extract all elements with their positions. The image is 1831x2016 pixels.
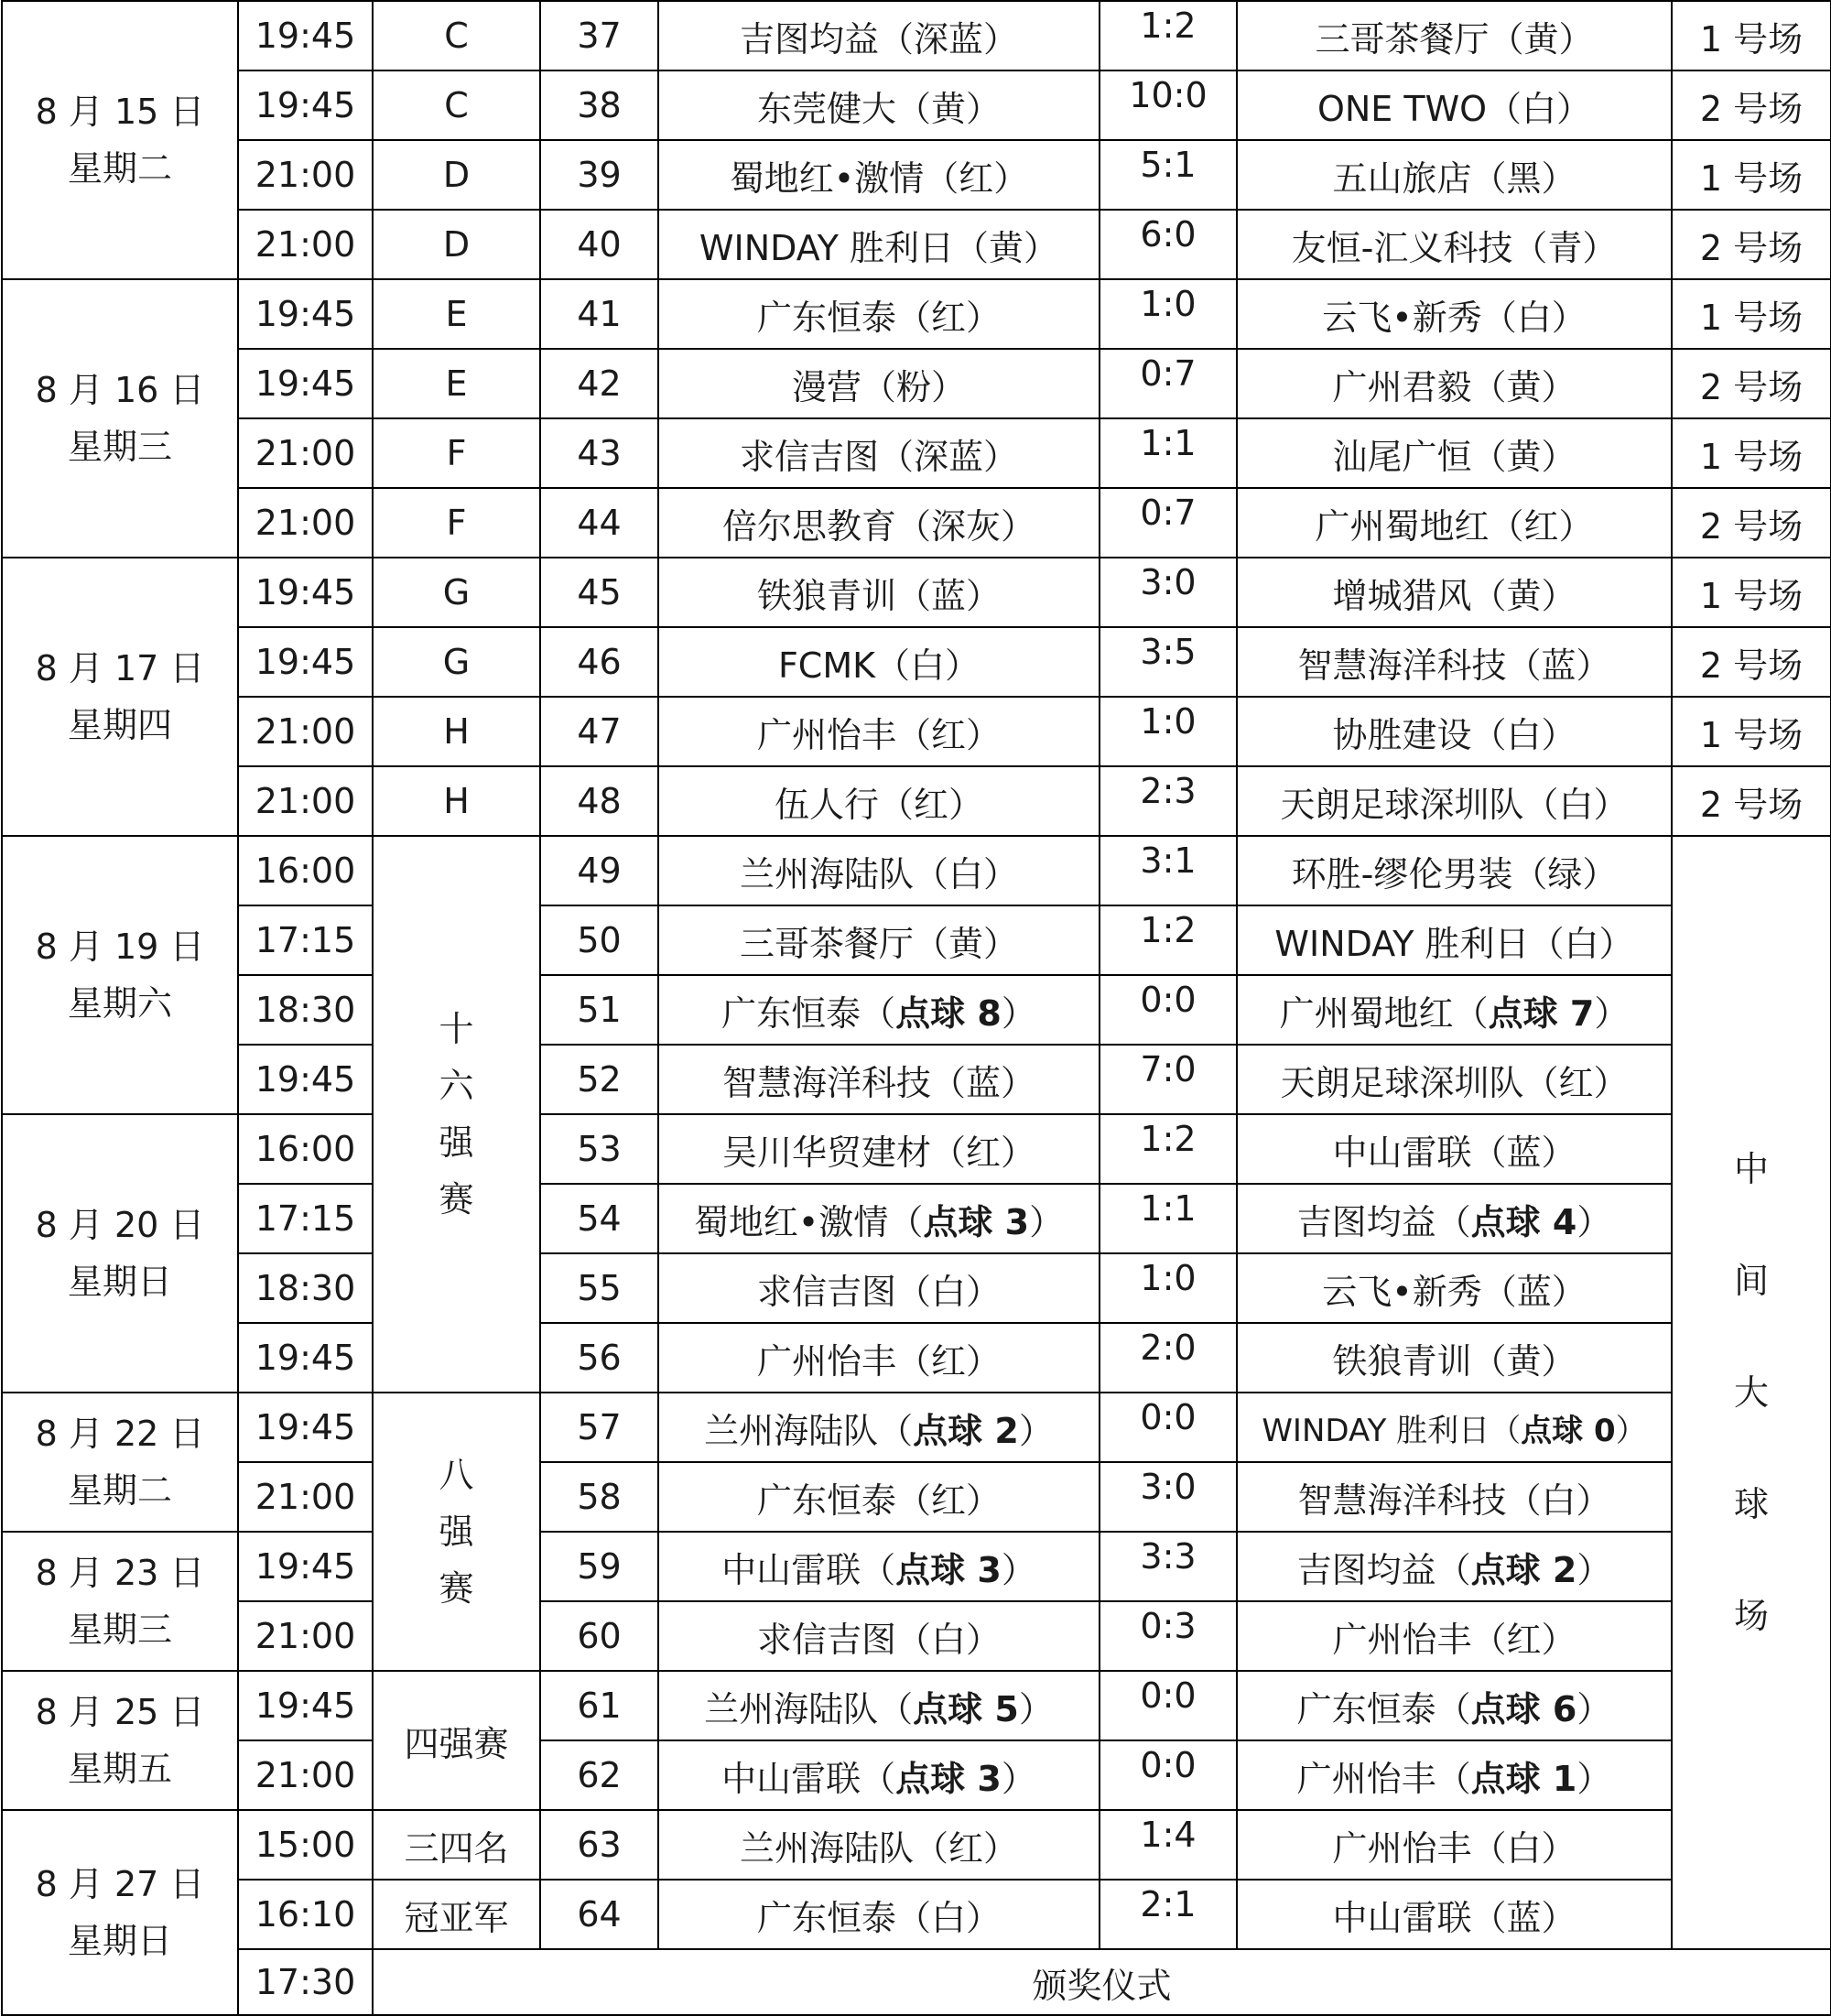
home-team-cell: 蜀地红•激情（点球 3） xyxy=(658,1184,1100,1253)
date-cell: 8 月 22 日 星期二 xyxy=(2,1393,238,1532)
table-row xyxy=(2,1532,1831,1601)
score-cell: 7:0 xyxy=(1100,1045,1237,1114)
score-cell: 0:0 xyxy=(1100,1671,1237,1740)
time-cell: 19:45 xyxy=(238,1323,373,1393)
home-team-cell: 蜀地红•激情（红） xyxy=(658,140,1100,210)
score-cell: 1:1 xyxy=(1100,1184,1237,1253)
match-no-cell: 53 xyxy=(540,1114,658,1184)
home-team-cell: 广东恒泰（点球 8） xyxy=(658,975,1100,1045)
score-cell: 0:0 xyxy=(1100,1740,1237,1810)
table-row xyxy=(2,1114,1831,1184)
home-team-cell: 求信吉图（白） xyxy=(658,1601,1100,1671)
score-cell: 1:0 xyxy=(1100,279,1237,349)
match-no-cell: 58 xyxy=(540,1462,658,1532)
field-cell: 1 号场 xyxy=(1672,140,1831,210)
score-cell: 1:2 xyxy=(1100,905,1237,975)
score-cell: 0:0 xyxy=(1100,1393,1237,1462)
score-cell: 3:0 xyxy=(1100,1462,1237,1532)
home-team-cell: 吴川华贸建材（红） xyxy=(658,1114,1100,1184)
score-cell: 0:7 xyxy=(1100,488,1237,558)
time-cell: 21:00 xyxy=(238,1740,373,1810)
time-cell: 17:30 xyxy=(238,1949,373,2015)
group-cell: H xyxy=(373,766,540,836)
award-ceremony-cell: 颁奖仪式 xyxy=(373,1949,1831,2015)
table-row xyxy=(2,1810,1831,1880)
date-cell: 8 月 27 日 星期日 xyxy=(2,1810,238,2015)
match-no-cell: 49 xyxy=(540,836,658,905)
time-cell: 16:00 xyxy=(238,836,373,905)
away-team-cell: 广州蜀地红（红） xyxy=(1237,488,1672,558)
away-team-cell: 吉图均益（点球 2） xyxy=(1237,1532,1672,1601)
home-team-cell: 广州怡丰（红） xyxy=(658,697,1100,766)
date-cell: 8 月 17 日 星期四 xyxy=(2,558,238,836)
table-row xyxy=(2,1253,1831,1323)
table-row xyxy=(2,1045,1831,1114)
table-row xyxy=(2,1601,1831,1671)
field-cell: 1 号场 xyxy=(1672,279,1831,349)
away-team-cell: 五山旅店（黑） xyxy=(1237,140,1672,210)
table-row xyxy=(2,1,1831,70)
time-cell: 19:45 xyxy=(238,70,373,140)
match-no-cell: 43 xyxy=(540,418,658,488)
time-cell: 19:45 xyxy=(238,1393,373,1462)
field-cell: 2 号场 xyxy=(1672,627,1831,697)
away-team-cell: 环胜-缪伦男装（绿） xyxy=(1237,836,1672,905)
time-cell: 19:45 xyxy=(238,1532,373,1601)
time-cell: 18:30 xyxy=(238,1253,373,1323)
home-team-cell: 伍人行（红） xyxy=(658,766,1100,836)
match-no-cell: 45 xyxy=(540,558,658,627)
score-cell: 10:0 xyxy=(1100,70,1237,140)
score-cell: 1:2 xyxy=(1100,1114,1237,1184)
score-cell: 3:1 xyxy=(1100,836,1237,905)
center-field-cell: 中 间 大 球 场 xyxy=(1672,836,1831,1949)
match-no-cell: 46 xyxy=(540,627,658,697)
table-row xyxy=(2,766,1831,836)
away-team-cell: 云飞•新秀（白） xyxy=(1237,279,1672,349)
home-team-cell: 三哥茶餐厅（黄） xyxy=(658,905,1100,975)
home-team-cell: 兰州海陆队（点球 2） xyxy=(658,1393,1100,1462)
time-cell: 21:00 xyxy=(238,210,373,279)
score-cell: 1:2 xyxy=(1100,1,1237,70)
away-team-cell: 中山雷联（蓝） xyxy=(1237,1880,1672,1949)
home-team-cell: 求信吉图（深蓝） xyxy=(658,418,1100,488)
score-cell: 5:1 xyxy=(1100,140,1237,210)
score-cell: 3:0 xyxy=(1100,558,1237,627)
date-cell: 8 月 25 日 星期五 xyxy=(2,1671,238,1810)
match-no-cell: 48 xyxy=(540,766,658,836)
home-team-cell: 求信吉图（白） xyxy=(658,1253,1100,1323)
match-schedule-table xyxy=(1,0,1831,2016)
match-no-cell: 64 xyxy=(540,1880,658,1949)
home-team-cell: 广州怡丰（红） xyxy=(658,1323,1100,1393)
time-cell: 21:00 xyxy=(238,1462,373,1532)
table-row xyxy=(2,975,1831,1045)
away-team-cell: 广州怡丰（点球 1） xyxy=(1237,1740,1672,1810)
group-cell: C xyxy=(373,1,540,70)
home-team-cell: 吉图均益（深蓝） xyxy=(658,1,1100,70)
home-team-cell: WINDAY 胜利日（黄） xyxy=(658,210,1100,279)
home-team-cell: 倍尔思教育（深灰） xyxy=(658,488,1100,558)
home-team-cell: 兰州海陆队（白） xyxy=(658,836,1100,905)
group-cell: D xyxy=(373,140,540,210)
match-no-cell: 52 xyxy=(540,1045,658,1114)
table-row xyxy=(2,1740,1831,1810)
field-cell: 1 号场 xyxy=(1672,558,1831,627)
time-cell: 19:45 xyxy=(238,279,373,349)
match-no-cell: 57 xyxy=(540,1393,658,1462)
match-no-cell: 56 xyxy=(540,1323,658,1393)
score-cell: 2:3 xyxy=(1100,766,1237,836)
group-cell: C xyxy=(373,70,540,140)
score-cell: 2:0 xyxy=(1100,1323,1237,1393)
match-no-cell: 40 xyxy=(540,210,658,279)
away-team-cell: 智慧海洋科技（白） xyxy=(1237,1462,1672,1532)
away-team-cell: 吉图均益（点球 4） xyxy=(1237,1184,1672,1253)
away-team-cell: 广东恒泰（点球 6） xyxy=(1237,1671,1672,1740)
group-cell: F xyxy=(373,488,540,558)
home-team-cell: 中山雷联（点球 3） xyxy=(658,1532,1100,1601)
table-row xyxy=(2,558,1831,627)
match-no-cell: 42 xyxy=(540,349,658,418)
away-team-cell: 友恒-汇义科技（青） xyxy=(1237,210,1672,279)
score-cell: 0:0 xyxy=(1100,975,1237,1045)
group-cell: E xyxy=(373,279,540,349)
field-cell: 1 号场 xyxy=(1672,1,1831,70)
away-team-cell: WINDAY 胜利日（白） xyxy=(1237,905,1672,975)
home-team-cell: 兰州海陆队（红） xyxy=(658,1810,1100,1880)
score-cell: 1:1 xyxy=(1100,418,1237,488)
table-row xyxy=(2,418,1831,488)
time-cell: 21:00 xyxy=(238,697,373,766)
table-row xyxy=(2,210,1831,279)
date-cell: 8 月 20 日 星期日 xyxy=(2,1114,238,1393)
time-cell: 16:00 xyxy=(238,1114,373,1184)
time-cell: 19:45 xyxy=(238,1671,373,1740)
table-row xyxy=(2,1671,1831,1740)
date-cell: 8 月 15 日 星期二 xyxy=(2,1,238,279)
match-no-cell: 54 xyxy=(540,1184,658,1253)
group-cell: G xyxy=(373,558,540,627)
group-cell: D xyxy=(373,210,540,279)
time-cell: 21:00 xyxy=(238,1601,373,1671)
time-cell: 17:15 xyxy=(238,905,373,975)
match-no-cell: 50 xyxy=(540,905,658,975)
time-cell: 19:45 xyxy=(238,349,373,418)
stage-semi-final: 四强赛 xyxy=(373,1671,540,1810)
score-cell: 1:0 xyxy=(1100,1253,1237,1323)
table-row xyxy=(2,627,1831,697)
group-cell: G xyxy=(373,627,540,697)
away-team-cell: 广州蜀地红（点球 7） xyxy=(1237,975,1672,1045)
away-team-cell: 汕尾广恒（黄） xyxy=(1237,418,1672,488)
table-row xyxy=(2,1323,1831,1393)
home-team-cell: 广东恒泰（红） xyxy=(658,279,1100,349)
match-no-cell: 63 xyxy=(540,1810,658,1880)
field-cell: 2 号场 xyxy=(1672,766,1831,836)
away-team-cell: 广州怡丰（白） xyxy=(1237,1810,1672,1880)
match-no-cell: 61 xyxy=(540,1671,658,1740)
table-row xyxy=(2,488,1831,558)
home-team-cell: 铁狼青训（蓝） xyxy=(658,558,1100,627)
score-cell: 3:3 xyxy=(1100,1532,1237,1601)
match-no-cell: 47 xyxy=(540,697,658,766)
time-cell: 21:00 xyxy=(238,140,373,210)
time-cell: 19:45 xyxy=(238,1045,373,1114)
table-row xyxy=(2,1184,1831,1253)
table-row xyxy=(2,1393,1831,1462)
away-team-cell: 三哥茶餐厅（黄） xyxy=(1237,1,1672,70)
away-team-cell: 广州怡丰（红） xyxy=(1237,1601,1672,1671)
field-cell: 1 号场 xyxy=(1672,697,1831,766)
table-row xyxy=(2,1462,1831,1532)
table-row xyxy=(2,279,1831,349)
table-row xyxy=(2,697,1831,766)
field-cell: 2 号场 xyxy=(1672,210,1831,279)
time-cell: 19:45 xyxy=(238,627,373,697)
score-cell: 0:7 xyxy=(1100,349,1237,418)
stage-final: 冠亚军 xyxy=(373,1880,540,1949)
home-team-cell: FCMK（白） xyxy=(658,627,1100,697)
time-cell: 19:45 xyxy=(238,1,373,70)
score-cell: 1:0 xyxy=(1100,697,1237,766)
score-cell: 6:0 xyxy=(1100,210,1237,279)
group-cell: H xyxy=(373,697,540,766)
away-team-cell: ONE TWO（白） xyxy=(1237,70,1672,140)
time-cell: 21:00 xyxy=(238,766,373,836)
time-cell: 18:30 xyxy=(238,975,373,1045)
away-team-cell: WINDAY 胜利日（点球 0） xyxy=(1237,1393,1672,1462)
match-no-cell: 44 xyxy=(540,488,658,558)
match-no-cell: 59 xyxy=(540,1532,658,1601)
score-cell: 2:1 xyxy=(1100,1880,1237,1949)
away-team-cell: 天朗足球深圳队（红） xyxy=(1237,1045,1672,1114)
away-team-cell: 天朗足球深圳队（白） xyxy=(1237,766,1672,836)
group-cell: E xyxy=(373,349,540,418)
home-team-cell: 广东恒泰（红） xyxy=(658,1462,1100,1532)
field-cell: 1 号场 xyxy=(1672,418,1831,488)
stage-round-of-16: 十 六 强 赛 xyxy=(373,836,540,1393)
match-no-cell: 39 xyxy=(540,140,658,210)
away-team-cell: 协胜建设（白） xyxy=(1237,697,1672,766)
date-cell: 8 月 16 日 星期三 xyxy=(2,279,238,558)
table-row xyxy=(2,349,1831,418)
table-row xyxy=(2,1949,1831,2015)
time-cell: 21:00 xyxy=(238,488,373,558)
home-team-cell: 东莞健大（黄） xyxy=(658,70,1100,140)
field-cell: 2 号场 xyxy=(1672,70,1831,140)
match-no-cell: 55 xyxy=(540,1253,658,1323)
match-no-cell: 37 xyxy=(540,1,658,70)
match-no-cell: 38 xyxy=(540,70,658,140)
away-team-cell: 增城猎风（黄） xyxy=(1237,558,1672,627)
table-row xyxy=(2,140,1831,210)
home-team-cell: 漫营（粉） xyxy=(658,349,1100,418)
table-row xyxy=(2,70,1831,140)
field-cell: 2 号场 xyxy=(1672,488,1831,558)
time-cell: 19:45 xyxy=(238,558,373,627)
match-no-cell: 51 xyxy=(540,975,658,1045)
away-team-cell: 智慧海洋科技（蓝） xyxy=(1237,627,1672,697)
score-cell: 1:4 xyxy=(1100,1810,1237,1880)
time-cell: 17:15 xyxy=(238,1184,373,1253)
date-cell: 8 月 23 日 星期三 xyxy=(2,1532,238,1671)
home-team-cell: 智慧海洋科技（蓝） xyxy=(658,1045,1100,1114)
away-team-cell: 广州君毅（黄） xyxy=(1237,349,1672,418)
date-cell: 8 月 19 日 星期六 xyxy=(2,836,238,1114)
match-no-cell: 62 xyxy=(540,1740,658,1810)
home-team-cell: 中山雷联（点球 3） xyxy=(658,1740,1100,1810)
away-team-cell: 中山雷联（蓝） xyxy=(1237,1114,1672,1184)
time-cell: 15:00 xyxy=(238,1810,373,1880)
table-row xyxy=(2,836,1831,905)
away-team-cell: 云飞•新秀（蓝） xyxy=(1237,1253,1672,1323)
home-team-cell: 广东恒泰（白） xyxy=(658,1880,1100,1949)
time-cell: 21:00 xyxy=(238,418,373,488)
home-team-cell: 兰州海陆队（点球 5） xyxy=(658,1671,1100,1740)
away-team-cell: 铁狼青训（黄） xyxy=(1237,1323,1672,1393)
group-cell: F xyxy=(373,418,540,488)
score-cell: 0:3 xyxy=(1100,1601,1237,1671)
field-cell: 2 号场 xyxy=(1672,349,1831,418)
table-row xyxy=(2,905,1831,975)
stage-quarter-final: 八 强 赛 xyxy=(373,1393,540,1671)
match-no-cell: 41 xyxy=(540,279,658,349)
time-cell: 16:10 xyxy=(238,1880,373,1949)
score-cell: 3:5 xyxy=(1100,627,1237,697)
table-row xyxy=(2,1880,1831,1949)
match-no-cell: 60 xyxy=(540,1601,658,1671)
stage-third-place: 三四名 xyxy=(373,1810,540,1880)
